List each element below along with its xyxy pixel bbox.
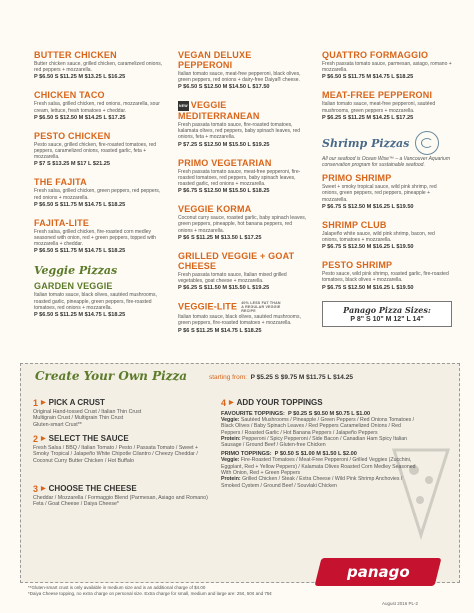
starting-from — [209, 374, 353, 381]
menu-item-description: Coconut curry sauce, roasted garlic, baby spinach leaves, green peppers, pineapple, hot banana peppers, red onions + mozzarella. — [178, 215, 307, 234]
menu-item-title: VEGGIE MEDITERRANEAN — [178, 100, 260, 122]
menu-item — [178, 204, 308, 242]
menu-column-2 — [178, 50, 308, 344]
pizza-slice-illustration — [384, 440, 458, 540]
menu-item-name — [322, 260, 452, 270]
menu-item-description: Fresh passata tomato sauce, Italian mixed grilled vegetables, goat cheese + mozzarella. — [178, 271, 287, 285]
menu-item — [34, 90, 164, 121]
menu-item-prices: P $6 S $11.25 M $13.50 L $17.25 — [178, 234, 262, 241]
menu-item-name — [322, 220, 452, 230]
step-number: 3 — [33, 484, 39, 494]
menu-item — [178, 251, 308, 292]
menu-item-title: QUATTRO FORMAGGIO — [322, 50, 429, 60]
menu-item-prices: P $6.75 S $12.50 M $16.25 L $19.50 — [322, 244, 414, 251]
favourite-label: FAVOURITE TOPPINGS: — [221, 411, 285, 417]
favourite-veggie — [221, 417, 421, 436]
primo-veggie-list: Fire-Roasted Tomatoes / Meat-Free Pepperoni / Grilled Veggies (Zucchini, Eggplant, Red + Yellow Peppers) / Kalamata Olives Roasted Corn Medley Seasoned With Onion, Red + Green Peppers — [221, 457, 416, 477]
menu-item-name — [34, 281, 164, 291]
protein-label: Protein: — [221, 476, 241, 483]
menu-item-title: PRIMO VEGETARIAN — [178, 157, 272, 168]
menu-item-prices: P $6 S $11.25 M $14.75 L $18.25 — [178, 327, 262, 334]
menu-item-description: Italian tomato sauce, black olives, sautéed mushrooms, roasted garlic, pineapple, green peppers, fire-roasted tomatoes, red onions + mozzarella. — [34, 292, 157, 311]
step-body: Fresh Salsa / BBQ / Italian Tomato / Pesto / Passata Tomato / Sweet + Smoky Tropical / Jalapeño White Chipotle Cilantro / Cheezy Cheddar / Coconut Curry Butter Chicken / Hot Buffalo — [33, 445, 199, 464]
arrow-icon: ▶ — [41, 486, 46, 492]
favourite-protein-list: Pepperoni / Spicy Pepperoni / Side Bacon / Canadian Ham Spicy Italian Sausage / Ground Beef / Gluten-free Chicken — [221, 435, 408, 449]
arrow-icon: ▶ — [41, 400, 46, 406]
menu-item-name — [178, 301, 308, 313]
menu-item-description: Fresh salsa, grilled chicken, red onions, mozzarella, sour cream, lettuce, fresh tomatoes + cheddar. — [34, 101, 160, 114]
menu-item — [322, 220, 452, 251]
menu-item-title: VEGGIE KORMA — [178, 204, 252, 215]
logo-text: panago — [346, 563, 410, 581]
menu-item-prices: P $6.75 S $12.50 M $16.25 L $19.50 — [322, 284, 414, 291]
menu-item-title: PRIMO SHRIMP — [322, 173, 392, 184]
menu-item-name — [178, 50, 308, 70]
menu-item-name — [34, 218, 164, 228]
menu-item-prices: P $6.75 S $12.50 M $16.25 L $19.50 — [322, 203, 414, 210]
step-title: SELECT THE SAUCE — [48, 434, 129, 443]
menu-item-title: VEGAN DELUXE PEPPERONI — [178, 50, 252, 70]
step-1 — [33, 398, 213, 428]
menu-item — [322, 50, 452, 81]
menu-item-name — [178, 158, 308, 168]
arrow-icon: ▶ — [229, 400, 234, 406]
menu-item-prices: P $6.25 S $11.50 M $15.50 L $19.25 — [178, 285, 270, 292]
panago-logo — [315, 558, 442, 586]
menu-item-title: GRILLED VEGGIE + GOAT CHEESE — [178, 250, 295, 271]
menu-item — [34, 281, 164, 319]
menu-item-prices: P $7.25 S $12.50 M $15.50 L $19.25 — [178, 141, 270, 148]
menu-item-title: VEGGIE-LITE — [178, 301, 238, 312]
menu-item-prices: P $6.75 S $12.50 M $15.50 L $18.25 — [178, 188, 270, 195]
primo-label: PRIMO TOPPINGS: — [221, 451, 272, 458]
menu-item-title: MEAT-FREE PEPPERONI — [322, 90, 433, 101]
veggie-label: Veggie: — [221, 417, 240, 423]
menu-item-prices: P $6.50 S $11.75 M $14.75 L $18.25 — [34, 248, 126, 255]
step-title: PICK A CRUST — [48, 398, 105, 407]
menu-column-1 — [34, 50, 164, 328]
menu-item-name — [34, 50, 164, 60]
pizza-sizes-box — [322, 301, 452, 327]
step-body: Cheddar / Mozzarella / Formaggio Blend (Parmesan, Asiago and Romano) Feta / Goat Cheese / Daiya Cheese* — [33, 495, 208, 508]
menu-item-description: Sweet + smoky tropical sauce, wild pink shrimp, red onions, green peppers, red peppers, pineapple + mozzarella. — [322, 184, 437, 203]
menu-item-title: SHRIMP CLUB — [322, 219, 387, 230]
menu-item — [322, 90, 452, 121]
menu-item-description: Fresh passata tomato sauce, parmesan, asiago, romano + mozzarella. — [322, 61, 452, 74]
ocean-wise-icon — [415, 131, 439, 155]
menu-item-note: 40% LESS FAT THAN A REGULAR VEGGIE RECIPE — [241, 301, 281, 314]
menu-item-name — [34, 177, 164, 187]
menu-item-title: BUTTER CHICKEN — [34, 50, 117, 60]
step-number: 2 — [33, 434, 39, 444]
footnotes: **Gluten-smart crust is only available in medium size and is an additional charge of $4.00 *Daiya Cheese topping, no extra charge on personal size. Extra charge for small, medium and large are: 25¢, 50¢ and 75¢ — [28, 585, 272, 596]
step-title: ADD YOUR TOPPINGS — [236, 398, 323, 407]
menu-item — [178, 100, 308, 148]
menu-item-name — [34, 90, 164, 100]
menu-item-title: PESTO CHICKEN — [34, 130, 111, 141]
menu-item-description: Italian tomato sauce, black olives, sautéed mushrooms, green peppers, fire-roasted tomatoes + mozzarella. — [178, 314, 301, 327]
favourite-prices: P $0.25 S $0.50 M $0.75 L $1.00 — [287, 411, 371, 417]
menu-item-prices: P $6.25 S $11.25 M $14.25 L $17.25 — [322, 114, 414, 121]
primo-protein-list: Grilled Chicken / Steak / Extra Cheese / Wild Pink Shrimp Anchovies / Smoked Cystem / Ground Beef / Souvlaki Chicken — [221, 476, 403, 489]
step-number: 4 — [221, 398, 227, 408]
shrimp-pizzas-heading: Shrimp Pizzas — [322, 137, 410, 151]
veggie-pizzas-heading: Veggie Pizzas — [34, 264, 118, 278]
menu-item-description: Pesto sauce, grilled chicken, fire-roasted tomatoes, red peppers, caramelized onions, roasted garlic, feta + mozzarella. — [34, 141, 157, 161]
menu-item — [322, 260, 452, 291]
favourite-veggie-list: Sautéed Mushrooms / Pineapple / Green Peppers / Red Onions Tomatoes / Black Olives / Baby Spinach Leaves / Red Peppers Caramelized Onions / Red Peppers / Roasted Garlic / Hot Banana Peppers / Jalapeño Peppers — [221, 417, 415, 436]
menu-item-description: Fresh salsa, grilled chicken, green peppers, red peppers, red onions + mozzarella. — [34, 188, 161, 201]
primo-prices: P $0.50 S $1.00 M $1.50 L $2.00 — [274, 451, 357, 458]
menu-item-description: Fresh salsa, grilled chicken, fire-roasted corn medley seasoned with onion, red + green peppers, topped with mozzarella + cheddar. — [34, 228, 156, 248]
menu-item-prices: P $6.50 S $11.75 M $14.75 L $18.25 — [322, 74, 414, 81]
menu-column-3 — [322, 50, 452, 327]
ocean-wise-note: All our seafood is Ocean Wise™ – a Vancouver Aquarium conservation program for sustainable seafood. — [322, 155, 450, 169]
menu-item-name — [322, 173, 452, 183]
menu-item-description: Fresh passata tomato sauce, meat-free pepperoni, fire-roasted tomatoes, red peppers, baby spinach leaves, roasted garlic, red onions + mozzarella. — [178, 168, 301, 188]
menu-item-name — [34, 131, 164, 141]
menu-item-title: CHICKEN TACO — [34, 90, 105, 101]
new-badge: NEW — [178, 101, 189, 111]
menu-item-prices: P $7 S $13.25 M $17 L $21.25 — [34, 161, 110, 168]
starting-label: starting from: — [209, 374, 247, 381]
menu-item-prices: P $6.50 S $11.75 M $14.75 L $18.25 — [34, 201, 126, 208]
step-number: 1 — [33, 398, 39, 408]
menu-item — [322, 173, 452, 211]
arrow-icon: ▶ — [41, 436, 46, 442]
menu-item-name — [322, 50, 452, 60]
menu-item — [34, 218, 164, 256]
pizza-sizes-title: Panago Pizza Sizes: — [343, 304, 431, 315]
menu-item-prices: P $6.50 S $12.50 M $14.25 L $17.25 — [34, 114, 126, 121]
menu-item-title: FAJITA-LITE — [34, 217, 90, 228]
starting-prices: P $5.25 S $9.75 M $11.75 L $14.25 — [250, 374, 353, 381]
menu-item-prices: P $6.50 S $11.25 M $13.25 L $16.25 — [34, 74, 126, 81]
menu-item-title: THE FAJITA — [34, 177, 87, 188]
menu-item — [34, 131, 164, 169]
menu-item-name — [178, 251, 308, 271]
pizza-sizes-values: P 8" S 10" M 12" L 14" — [350, 315, 424, 323]
menu-item-title: PESTO SHRIMP — [322, 260, 393, 271]
menu-item — [34, 177, 164, 208]
menu-item-prices: P $6.50 S $11.25 M $14.75 L $18.25 — [34, 312, 126, 319]
protein-label: Protein: — [221, 435, 241, 442]
menu-item-name — [322, 90, 452, 100]
menu-item — [178, 301, 308, 334]
menu-item-name — [178, 204, 308, 214]
menu-item-prices: P $6.50 S $12.50 M $14.50 L $17.50 — [178, 84, 270, 91]
menu-item-description: Fresh passata tomato sauce, fire-roasted tomatoes, kalamata olives, red peppers, baby spinach leaves, red onions, feta + mozzarella. — [178, 122, 301, 141]
step-3 — [33, 484, 213, 508]
step-body: Original Hand-tossed Crust / Italian Thin Crust Multigrain Crust / Multigrain Thin Crust Gluten-smart Crust** — [33, 409, 142, 428]
menu-item — [178, 50, 308, 91]
menu-item-name — [178, 100, 308, 121]
menu-item-description: Italian tomato sauce, meat-free pepperoni, sautéed mushrooms, green peppers + mozzarella. — [322, 101, 436, 114]
menu-item — [178, 158, 308, 196]
veggie-label: Veggie: — [221, 457, 240, 464]
menu-item-description: Butter chicken sauce, grilled chicken, caramelized onions, red peppers + mozzarella. — [34, 61, 163, 74]
shrimp-header — [322, 131, 452, 155]
menu-item-title: GARDEN VEGGIE — [34, 281, 113, 292]
menu-item — [34, 50, 164, 81]
step-title: CHOOSE THE CHEESE — [48, 484, 137, 493]
menu-item-description: Jalapeño white sauce, wild pink shrimp, bacon, red onions, tomatoes + mozzarella. — [322, 230, 435, 244]
create-your-own-title: Create Your Own Pizza — [35, 369, 188, 383]
menu-item-description: Pesto sauce, wild pink shrimp, roasted garlic, fire-roasted tomatoes, black olives + mozzarella. — [322, 271, 449, 284]
footer-code: August 2016 PL-2 — [382, 601, 419, 606]
menu-item-description: Italian tomato sauce, meat-free pepperoni, black olives, green peppers, red onions + dairy-free Daiya® cheese. — [178, 71, 301, 84]
step-2 — [33, 434, 213, 464]
